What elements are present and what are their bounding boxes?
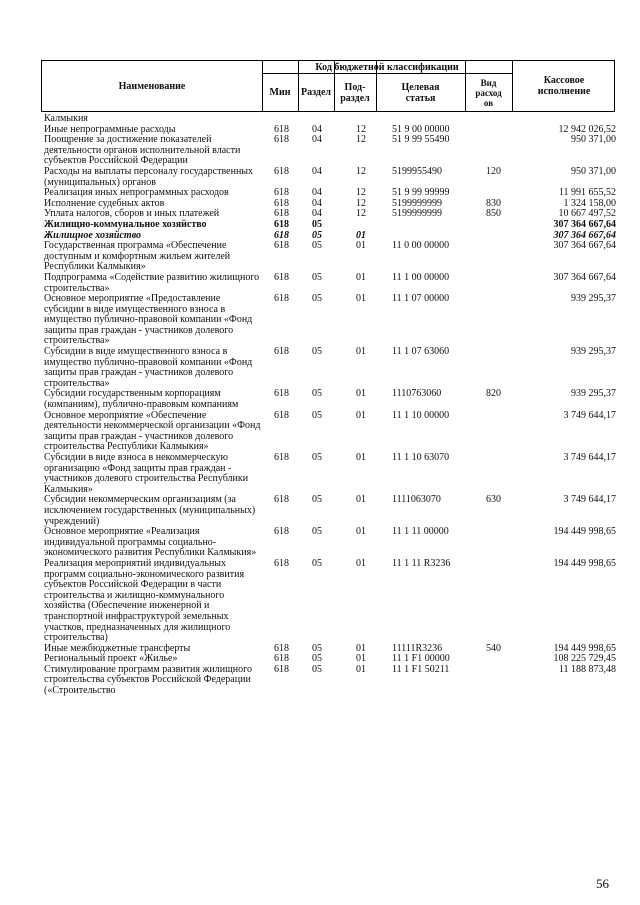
row-pod: 12 (356, 165, 366, 177)
row-name: Иные межбюджетные трансферты (44, 642, 191, 654)
row-sum: 10 667 497,52 (558, 208, 616, 220)
row-name: Основное мероприятие «Реализация индивидуальной программы социально-экономического развития Республики Калмыкия» (44, 526, 257, 559)
row-min: 618 (274, 229, 289, 241)
row-cel: 11 1 10 63070 (392, 452, 450, 463)
row-min: 618 (274, 452, 289, 463)
row-name: Реализация мероприятий индивидуальных программ социально-экономического развития субъектов Российской Федерации в части строительства и жилищно-коммунального хозяйства (Обеспечение инженерной и транспортной инфраструктурой земельных участков, предназначенных для жилищного строительства) (44, 557, 245, 644)
row-pod: 12 (356, 134, 366, 146)
row-vid: 850 (486, 208, 501, 220)
row-razdel: 05 (312, 218, 322, 230)
row-cel: 51 9 99 99999 (392, 187, 450, 199)
row-sum: 307 364 667,64 (553, 271, 616, 283)
row-min: 618 (274, 197, 289, 209)
header-podrazdel: Под- раздел (340, 81, 370, 104)
table-row (44, 495, 616, 527)
row-name: Реализация иных непрограммных расходов (44, 187, 229, 199)
row-name: Иные непрограммные расходы (44, 123, 176, 135)
row-razdel: 05 (312, 663, 322, 675)
row-pod: 12 (356, 187, 366, 199)
row-min: 618 (274, 123, 289, 135)
row-razdel: 05 (312, 653, 322, 665)
row-razdel: 05 (312, 346, 322, 358)
row-min: 618 (274, 240, 289, 252)
row-name: Исполнение судебных актов (44, 197, 165, 209)
row-vid: 830 (486, 197, 501, 209)
row-vid: 820 (486, 388, 501, 400)
header-vid: Вид расход ов (475, 77, 502, 108)
table-row (44, 527, 616, 559)
row-razdel: 05 (312, 642, 322, 654)
header-razdel: Раздел (300, 87, 332, 98)
row-cel: 11 1 07 00000 (392, 293, 450, 305)
page-number: 56 (596, 876, 609, 891)
row-razdel: 05 (312, 271, 322, 283)
row-razdel: 05 (312, 557, 322, 569)
row-name: Калмыкия (44, 113, 88, 124)
row-name: Жилищно-коммунальное хозяйство (44, 218, 207, 230)
row-vid: 120 (486, 165, 501, 177)
row-razdel: 04 (312, 134, 322, 146)
row-cel: 11 0 00 00000 (392, 240, 450, 252)
row-sum: 12 942 026,52 (558, 123, 616, 135)
row-pod: 01 (356, 409, 366, 421)
row-sum: 939 295,37 (571, 293, 616, 305)
row-min: 618 (274, 346, 289, 358)
row-min: 618 (274, 218, 289, 230)
table-row (44, 559, 616, 644)
row-pod: 01 (356, 526, 366, 538)
row-razdel: 05 (312, 526, 322, 538)
row-cel: 51 9 99 55490 (392, 134, 450, 146)
header-kassovoe: Кассовое исполнение (537, 75, 591, 97)
row-name: Субсидии государственным корпорациям (компаниям), публично-правовым компаниям (44, 388, 239, 411)
table-row (44, 220, 616, 231)
row-name: Субсидии в виде имущественного взноса в имущество публично-правовой компании «Фонд защиты прав граждан - участников долевого строительства» (44, 346, 253, 389)
row-sum: 194 449 998,65 (553, 557, 616, 569)
table-row (44, 665, 616, 697)
row-pod: 01 (356, 388, 366, 400)
row-razdel: 04 (312, 123, 322, 135)
row-cel: 11111R3236 (392, 642, 443, 654)
row-pod: 01 (356, 557, 366, 569)
row-cel: 11 1 10 00000 (392, 409, 450, 421)
row-cel: 11 1 00 00000 (392, 271, 450, 283)
row-pod: 01 (356, 240, 366, 252)
row-razdel: 05 (312, 229, 322, 241)
row-name: Государственная программа «Обеспечение доступным и комфортным жильем жителей Республики Калмыкия» (44, 240, 231, 273)
row-cel: 11 1 11 00000 (392, 526, 449, 538)
row-cel: 51 9 00 00000 (392, 123, 450, 135)
row-sum: 950 371,00 (571, 134, 616, 146)
row-name: Расходы на выплаты персоналу государственных (муниципальных) органов (44, 165, 254, 188)
row-pod: 12 (356, 208, 366, 220)
table-row (44, 241, 616, 273)
row-razdel: 05 (312, 240, 322, 252)
row-pod: 01 (356, 452, 366, 463)
row-pod: 01 (356, 271, 366, 283)
row-min: 618 (274, 293, 289, 305)
row-sum: 307 364 667,64 (553, 218, 616, 230)
row-cel: 1111063070 (392, 494, 441, 506)
row-sum: 3 749 644,17 (563, 494, 616, 506)
row-min: 618 (274, 134, 289, 146)
row-cel: 5199999999 (392, 197, 442, 209)
row-sum: 194 449 998,65 (553, 642, 616, 654)
row-sum: 11 991 655,52 (558, 187, 616, 199)
table-row (44, 114, 616, 125)
table-row (44, 167, 616, 188)
header-celevaya: Целевая статья (401, 81, 440, 104)
row-razdel: 05 (312, 293, 322, 305)
row-cel: 5199955490 (392, 165, 442, 177)
table-row (44, 135, 616, 167)
row-razdel: 05 (312, 494, 322, 506)
row-razdel: 04 (312, 165, 322, 177)
row-name: Подпрограмма «Содействие развитию жилищного строительства» (44, 271, 260, 294)
table-row (44, 294, 616, 347)
row-name: Уплата налогов, сборов и иных платежей (44, 208, 220, 220)
row-pod: 12 (356, 123, 366, 135)
row-sum: 108 225 729,45 (553, 653, 616, 665)
row-sum: 3 749 644,17 (563, 409, 616, 421)
row-min: 618 (274, 526, 289, 538)
row-cel: 11 1 11 R3236 (392, 557, 451, 569)
row-cel: 11 1 07 63060 (392, 346, 450, 358)
row-min: 618 (274, 653, 289, 665)
row-pod: 01 (356, 663, 366, 675)
row-sum: 939 295,37 (571, 346, 616, 358)
row-min: 618 (274, 642, 289, 654)
row-pod: 01 (356, 293, 366, 305)
row-razdel: 04 (312, 197, 322, 209)
row-cel: 11 1 F1 50211 (392, 663, 450, 675)
row-vid: 540 (486, 642, 501, 654)
row-name: Субсидии в виде взноса в некоммерческую организацию «Фонд защиты прав граждан - участников долевого строительства Республики Калмыкия» (44, 452, 249, 495)
row-min: 618 (274, 187, 289, 199)
row-min: 618 (274, 663, 289, 675)
row-min: 618 (274, 208, 289, 220)
row-min: 618 (274, 165, 289, 177)
row-cel: 1110763060 (392, 388, 442, 400)
row-min: 618 (274, 388, 289, 400)
table-row (44, 389, 616, 410)
row-vid: 630 (486, 494, 501, 506)
row-cel: 5199999999 (392, 208, 442, 220)
table-body (44, 114, 616, 697)
row-razdel: 04 (312, 187, 322, 199)
row-name: Региональный проект «Жилье» (44, 653, 178, 665)
row-razdel: 05 (312, 409, 322, 421)
row-name: Стимулирование программ развития жилищного строительства субъектов Российской Федерации («Строительство (44, 663, 252, 697)
row-cel: 11 1 F1 00000 (392, 653, 450, 665)
row-min: 618 (274, 271, 289, 283)
row-name: Жилищное хозяйство (44, 229, 142, 241)
row-sum: 3 749 644,17 (563, 452, 616, 463)
row-min: 618 (274, 557, 289, 569)
row-pod: 01 (356, 346, 366, 358)
row-pod: 01 (356, 653, 366, 665)
header-kod: Код бюджетной классификации (315, 61, 459, 73)
row-name: Основное мероприятие «Предоставление субсидии в виде имущественного взноса в имущество публично-правовой компании «Фонд защиты прав граждан - участников долевого строительства» (44, 293, 253, 347)
table-row (44, 273, 616, 294)
row-pod: 01 (356, 642, 366, 654)
row-sum: 307 364 667,64 (553, 240, 616, 252)
row-sum: 939 295,37 (571, 388, 616, 400)
row-name: Субсидии некоммерческим организациям (за исключением государственных (муниципальных) учреждений) (44, 494, 256, 527)
row-razdel: 05 (312, 452, 322, 463)
table-row (44, 411, 616, 453)
row-razdel: 04 (312, 208, 322, 220)
row-min: 618 (274, 494, 289, 506)
row-sum: 1 324 158,00 (563, 197, 616, 209)
table-header (41, 60, 615, 112)
table-row (44, 453, 616, 495)
header-min: Мин (269, 87, 291, 98)
row-razdel: 05 (312, 388, 322, 400)
row-sum: 307 364 667,64 (553, 229, 616, 241)
row-name: Основное мероприятие «Обеспечение деятельности некоммерческой организации «Фонд защиты прав граждан - участников долевого строительства Республики Калмыкия» (44, 409, 261, 453)
row-sum: 950 371,00 (571, 165, 616, 177)
row-sum: 11 188 873,48 (558, 663, 616, 675)
header-name: Наименование (118, 80, 186, 92)
row-pod: 01 (356, 229, 366, 241)
row-min: 618 (274, 409, 289, 421)
row-name: Поощрение за достижение показателей деятельности органов исполнительной власти субъектов Российской Федерации (44, 134, 241, 167)
table-row (44, 347, 616, 389)
row-pod: 01 (356, 494, 366, 506)
row-sum: 194 449 998,65 (553, 526, 616, 538)
row-pod: 12 (356, 197, 366, 209)
